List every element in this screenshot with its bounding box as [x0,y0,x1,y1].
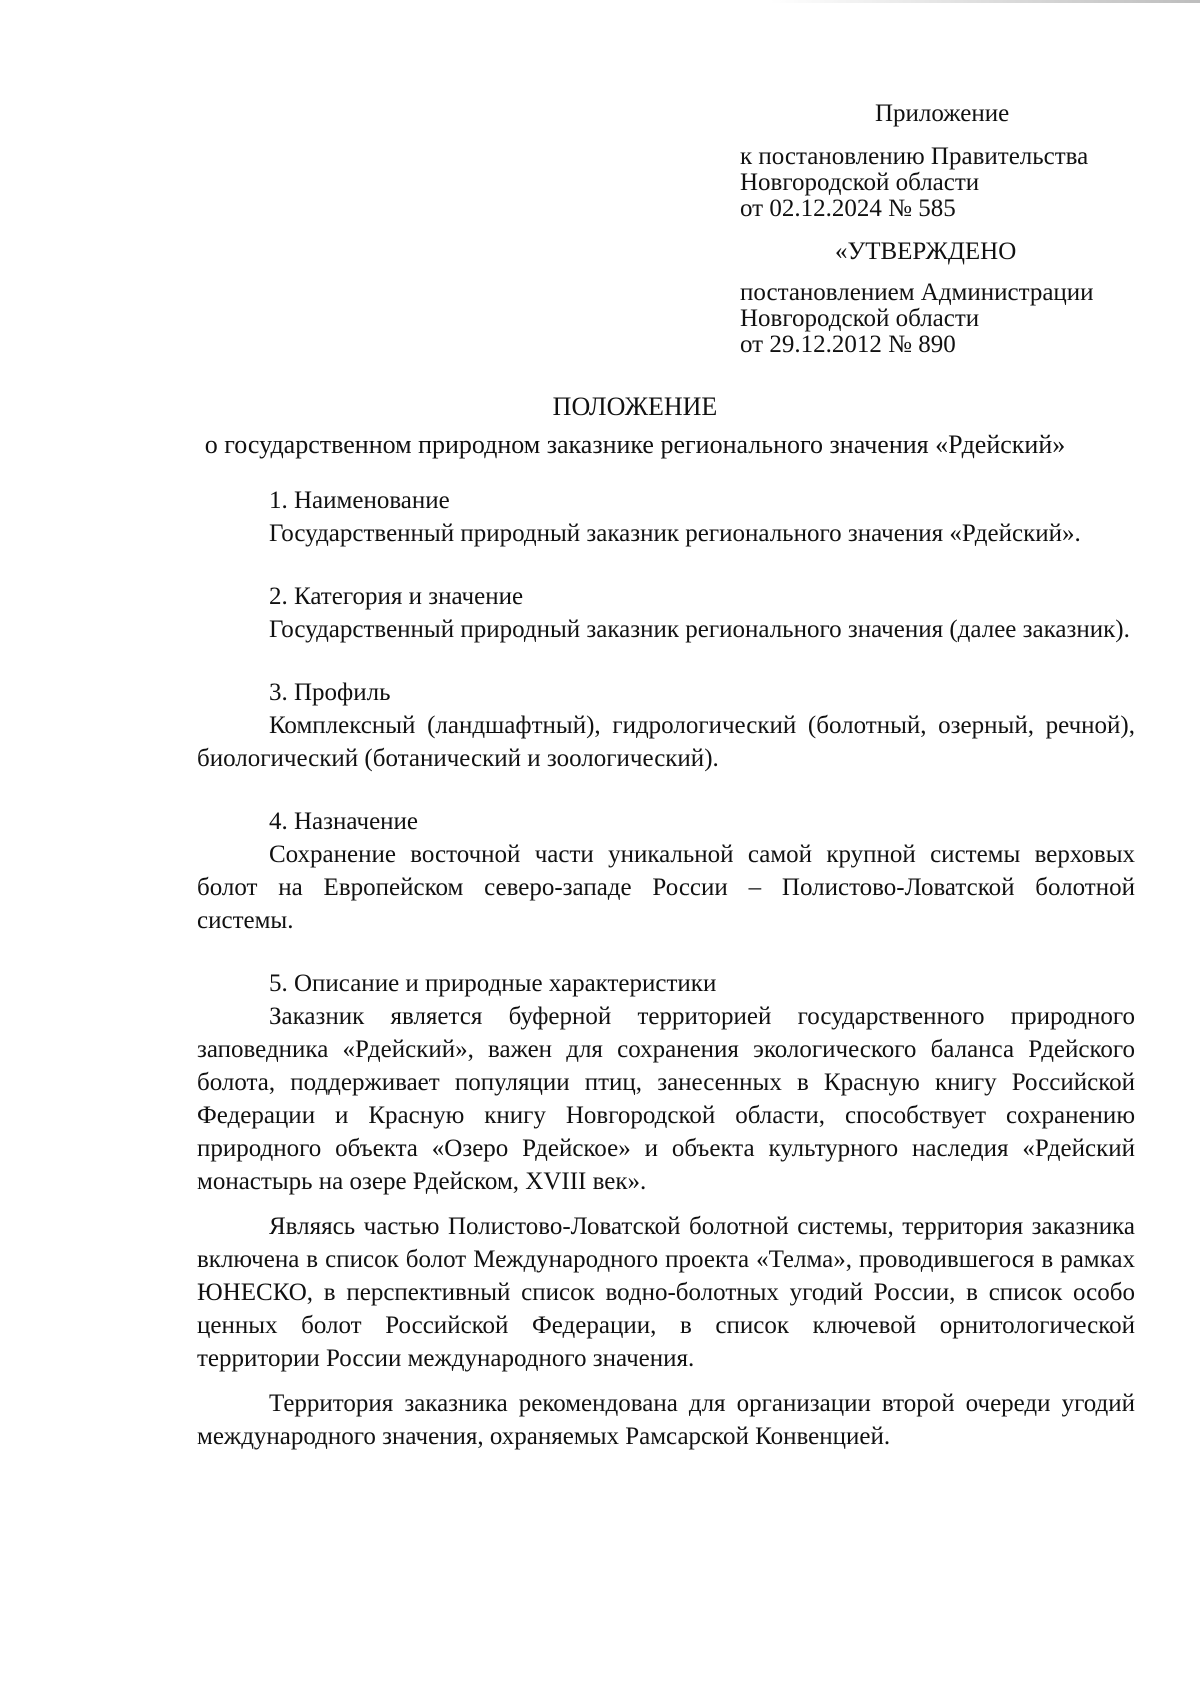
appendix-line: Новгородской области [740,169,980,196]
approved-line: постановлением Администрации [740,279,1094,306]
section-paragraph: Комплексный (ландшафтный), гидрологический (болотный, озерный, речной), биологический (ботанический и зоологический). [197,712,1135,772]
section-4 [197,805,1135,937]
section-1 [197,484,1135,550]
approved-line: от 29.12.2012 № 890 [740,331,956,358]
document-subtitle: о государственном природном заказнике регионального значения «Рдейский» [204,430,1066,459]
section-paragraph: Заказник является буферной территорией государственного природного заповедника «Рдейский», важен для сохранения экологического баланса Рдейского болота, поддерживает популяции птиц, занесенных в Красную книгу Российской Федерации и Красную книгу Новгородской области, способствует сохранению природного объекта «Озеро Рдейское» и объекта культурного наследия «Рдейский монастырь на озере Рдейском, XVIII век». [197,1003,1135,1195]
section-paragraph: Сохранение восточной части уникальной самой крупной системы верховых болот на Европейском северо-западе России – Полистово-Ловатской болотной системы. [197,841,1135,934]
appendix-line: к постановлению Правительства [740,143,1089,170]
section-heading: 1. Наименование [269,487,450,514]
section-5 [197,967,1135,1453]
section-heading: 3. Профиль [269,679,391,706]
section-3 [197,676,1135,775]
appendix-label: Приложение [875,100,1010,127]
appendix-reference [740,144,1160,222]
approved-line: Новгородской области [740,305,980,332]
document-body [197,484,1135,1453]
approved-reference [740,280,1160,358]
section-paragraph: Государственный природный заказник регионального значения «Рдейский». [269,520,1081,547]
approved-label: «УТВЕРЖДЕНО [835,238,1017,265]
section-heading: 2. Категория и значение [269,583,524,610]
section-heading: 4. Назначение [269,808,419,835]
section-heading: 5. Описание и природные характеристики [269,970,717,997]
scan-edge-artifact [770,0,1200,3]
document-title: ПОЛОЖЕНИЕ [552,392,718,421]
section-paragraph: Территория заказника рекомендована для организации второй очереди угодий международного значения, охраняемых Рамсарской Конвенцией. [197,1390,1135,1450]
section-paragraph: Государственный природный заказник регионального значения (далее заказник). [269,616,1130,643]
appendix-line: от 02.12.2024 № 585 [740,195,956,222]
section-2 [197,580,1135,646]
section-paragraph: Являясь частью Полистово-Ловатской болотной системы, территория заказника включена в список болот Международного проекта «Телма», проводившегося в рамках ЮНЕСКО, в перспективный список водно-болотных угодий России, в список особо ценных болот Российской Федерации, в список ключевой орнитологической территории России международного значения. [197,1213,1135,1372]
